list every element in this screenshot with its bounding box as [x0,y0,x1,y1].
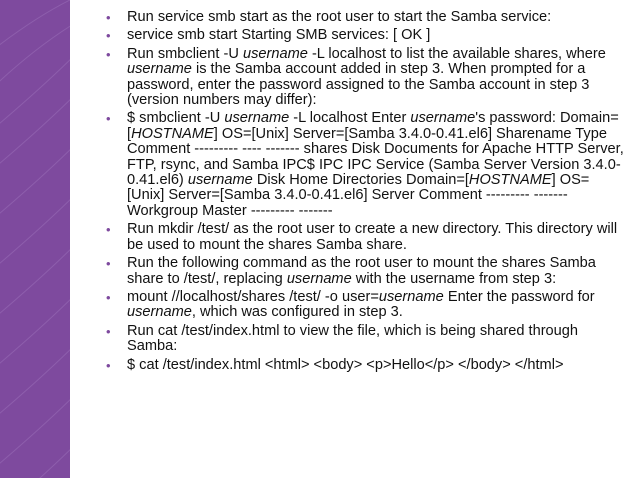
bullet-text: mount //localhost/shares /test/ -o user= [127,288,379,305]
bullet-dot-icon: • [106,28,111,44]
bullet-item [105,111,625,219]
italic-placeholder: HOSTNAME [131,125,214,142]
bullet-text: Run the following command as the root user to mount the shares Samba share to /test/, replacing [127,255,596,287]
bullet-item [105,358,625,373]
bullet-text: Disk Home Directories Domain=[ [252,172,469,189]
italic-placeholder: username [242,45,308,62]
bullet-text: 's password: Domain=[ [127,110,619,142]
bullet-text: with the username from step 3: [351,270,557,287]
bullet-item [105,256,625,287]
bullet-item [105,324,625,355]
bullet-item [105,28,625,43]
italic-placeholder: username [286,270,352,287]
bullet-text: service smb start Starting SMB services: [ OK ] [127,27,431,44]
bullet-dot-icon: • [106,10,111,25]
bullet-text: -L localhost to list the available shares, where [307,45,606,62]
italic-placeholder: username [127,61,192,78]
bullet-text: Run mkdir /test/ as the root user to create a new directory. This directory will be used to mount the shares Samba share. [127,221,618,253]
bullet-text: ] OS=[Unix] Server=[Samba 3.4.0-0.41.el6] Server Comment --------- ------- Workgroup Master --------- ------- [127,172,590,219]
bullet-text: Run service smb start as the root user to start the Samba service: [127,9,552,25]
italic-placeholder: username [378,288,444,305]
bullet-text: $ smbclient -U [127,110,225,127]
decorative-sidebar [0,0,70,478]
bullet-item [105,222,625,253]
italic-placeholder: username [127,304,192,321]
bullet-text: Enter the password for [443,288,595,305]
slide-content [105,10,625,376]
bullet-item [105,290,625,321]
bullet-text: -L localhost Enter [289,110,411,127]
italic-placeholder: username [224,110,290,127]
italic-placeholder: username [187,172,253,189]
sidebar-pattern [0,0,70,478]
bullet-dot-icon: • [106,46,111,62]
bullet-text: is the Samba account added in step 3. When prompted for a password, enter the password assigned to the Samba account in step 3 (version numbers may differ): [127,61,590,109]
bullet-dot-icon: • [106,357,111,373]
bullet-dot-icon: • [106,111,111,127]
bullet-item [105,10,625,25]
italic-placeholder: username [410,110,476,127]
bullet-dot-icon: • [106,222,111,238]
italic-placeholder: HOSTNAME [468,172,552,189]
bullet-text: ] OS=[Unix] Server=[Samba 3.4.0-0.41.el6] Sharename Type Comment --------- ---- ------- shares Disk Documents for Apache HTTP Server, FTP, rsync, and Samba IPC$ IPC IPC Service (Samba Server Version 3.4.0-0.41.el6) [127,125,624,189]
bullet-text: , which was configured in step 3. [191,304,403,321]
bullet-list [105,10,625,373]
bullet-text: Run smbclient -U [127,45,243,62]
bullet-dot-icon: • [106,256,111,272]
bullet-dot-icon: • [106,323,111,339]
bullet-text: $ cat /test/index.html <html> <body> <p>Hello</p> </body> </html> [127,356,564,373]
bullet-text: Run cat /test/index.html to view the file, which is being shared through Samba: [127,322,579,355]
bullet-item [105,47,625,109]
bullet-dot-icon: • [106,289,111,305]
